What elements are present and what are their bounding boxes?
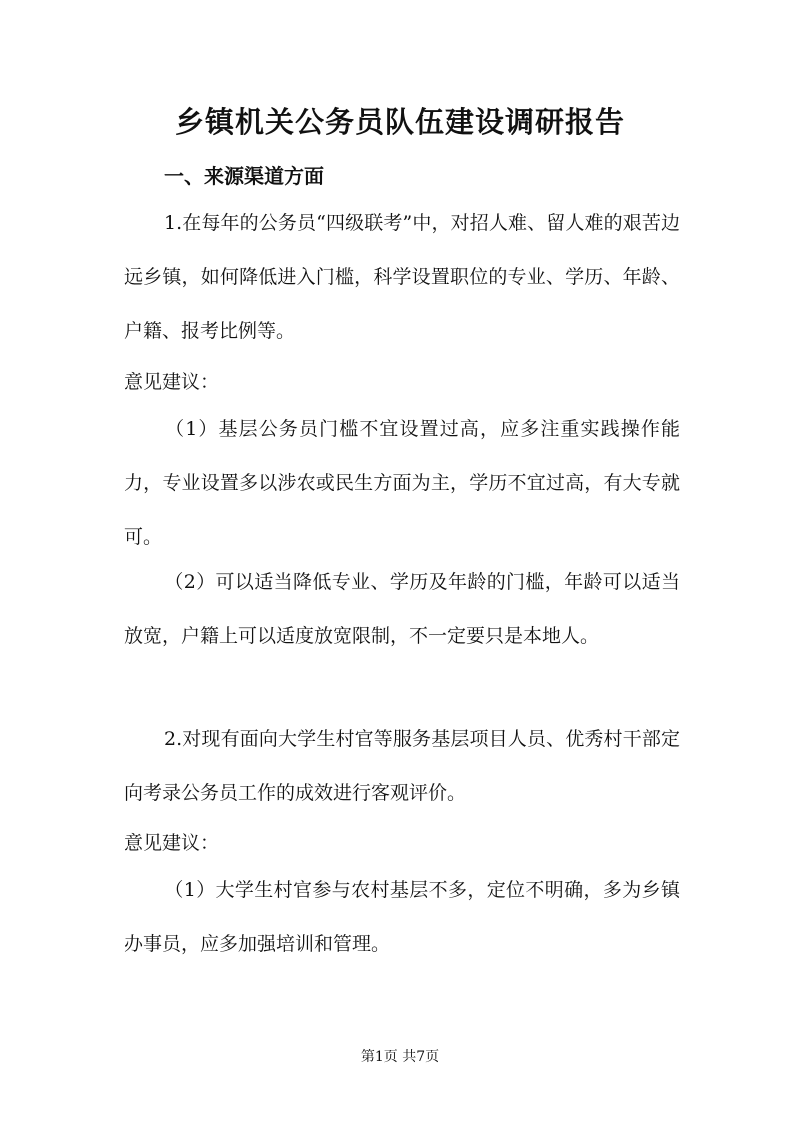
opinion-label-2: 意见建议： <box>124 832 220 854</box>
paragraph-item-2-sub-1 <box>124 863 680 971</box>
page-footer: 第1页 共7页 <box>360 1049 440 1065</box>
paragraph-item-1 <box>124 196 680 358</box>
section-heading-sources: 一、来源渠道方面 <box>164 164 324 188</box>
paragraph-item-1-sub-1-text: （1）基层公务员门槛不宜设置过高，应多注重实践操作能力，专业设置多以涉农或民生方面为主，学历不宜过高，有大专就可。 <box>124 418 680 548</box>
paragraph-item-2-sub-1-text: （1）大学生村官参与农村基层不多，定位不明确，多为乡镇办事员，应多加强培训和管理。 <box>124 879 680 955</box>
paragraph-item-1-text: 1.在每年的公务员“四级联考”中，对招人难、留人难的艰苦边远乡镇，如何降低进入门槛，科学设置职位的专业、学历、年龄、户籍、报考比例等。 <box>124 212 680 342</box>
document-title: 乡镇机关公务员队伍建设调研报告 <box>174 105 625 139</box>
paragraph-item-2-text: 2.对现有面向大学生村官等服务基层项目人员、优秀村干部定向考录公务员工作的成效进行客观评价。 <box>124 728 680 804</box>
paragraph-item-1-sub-2 <box>124 555 680 663</box>
paragraph-item-1-sub-1 <box>124 402 680 564</box>
paragraph-item-2 <box>124 712 680 820</box>
opinion-label-1: 意见建议： <box>124 371 220 393</box>
paragraph-item-1-sub-2-text: （2）可以适当降低专业、学历及年龄的门槛，年龄可以适当放宽，户籍上可以适度放宽限制，不一定要只是本地人。 <box>124 571 680 647</box>
